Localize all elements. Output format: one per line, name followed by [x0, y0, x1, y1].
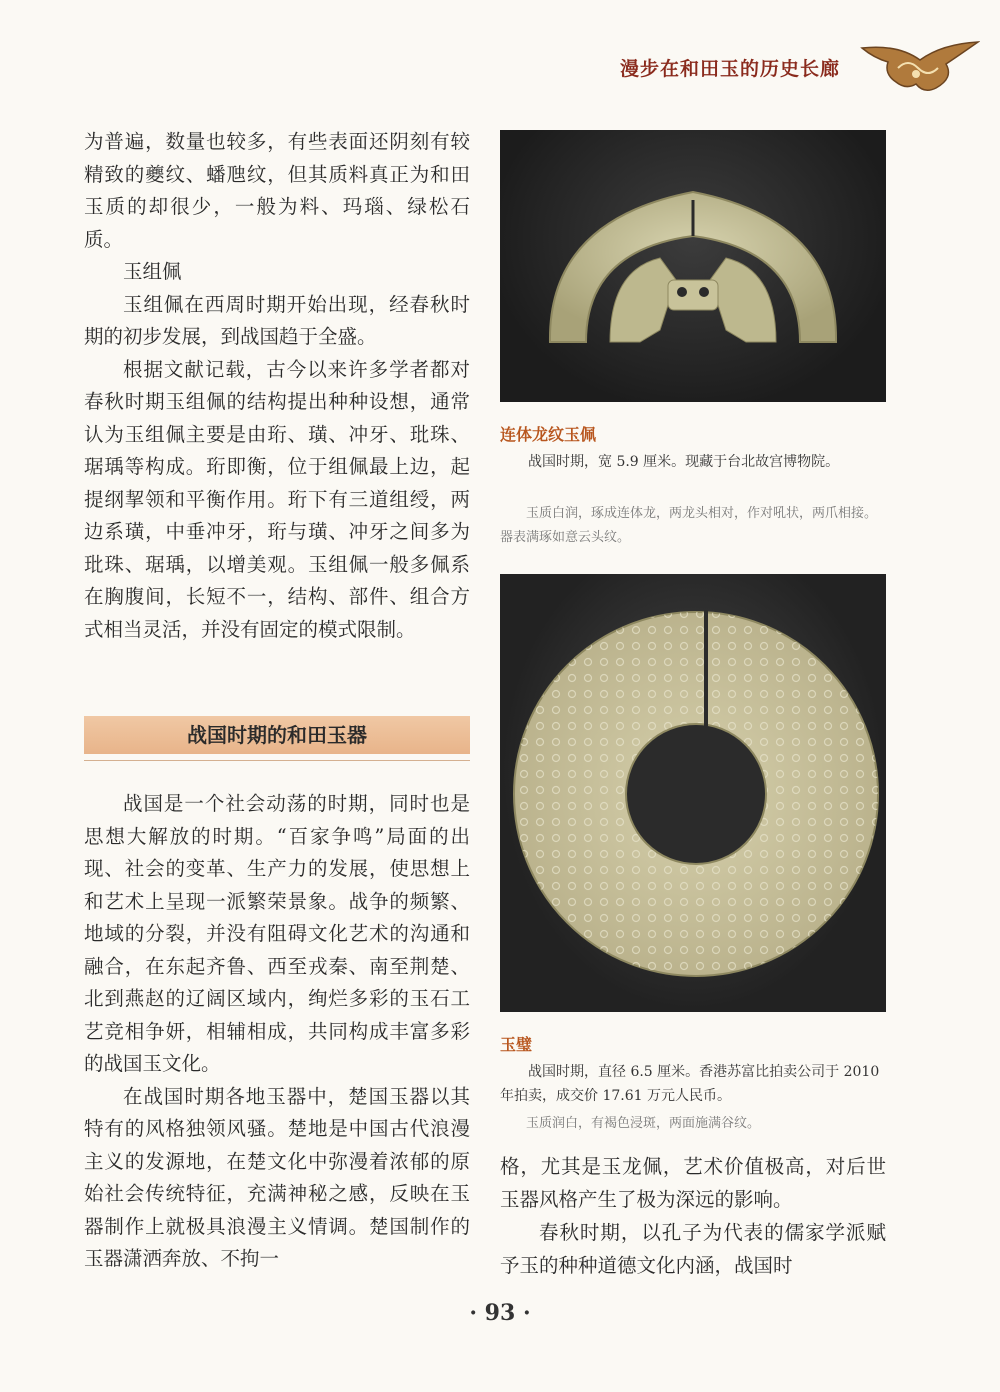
figure-caption: 战国时期，宽 5.9 厘米。现藏于台北故宫博物院。 — [528, 454, 840, 470]
jade-bi-disc-image — [500, 574, 886, 1012]
figure-caption: 战国时期，直径 6.5 厘米。香港苏富比拍卖公司于 2010 年拍卖，成交价 17.61 万元人民币。 — [500, 1064, 880, 1104]
page-number: · 93 · — [469, 1300, 531, 1326]
section-divider — [84, 760, 470, 761]
cloud-ornament-icon — [858, 38, 980, 94]
figure-description: 玉质白润，琢成连体龙，两龙头相对，作对吼状，两爪相接。器表满琢如意云头纹。 — [500, 506, 878, 545]
paragraph: 玉组佩在西周时期开始出现，经春秋时期的初步发展，到战国趋于全盛。 — [84, 292, 470, 348]
left-column-lower — [84, 788, 470, 1276]
paragraph: 根据文献记载，古今以来许多学者都对春秋时期玉组佩的结构提出种种设想，通常认为玉组佩主要是由珩、璜、冲牙、玭珠、琚瑀等构成。珩即衡，位于组佩最上边，起提纲挈领和平衡作用。珩下有三道组绶，两边系璜，中垂冲牙，珩与璜、冲牙之间多为玭珠、琚瑀，以增美观。玉组佩一般多佩系在胸腹间，长短不一，结构、部件、组合方式相当灵活，并没有固定的模式限制。 — [84, 357, 470, 641]
figure-title: 玉璧 — [500, 1035, 533, 1054]
left-column-upper — [84, 126, 470, 646]
paragraph: 在战国时期各地玉器中，楚国玉器以其特有的风格独领风骚。楚地是中国古代浪漫主义的发源地，在楚文化中弥漫着浓郁的原始社会传统特征，充满神秘之感，反映在玉器制作上就极具浪漫主义情调。楚国制作的玉器潇洒奔放、不拘一 — [84, 1084, 470, 1270]
figure-title: 连体龙纹玉佩 — [500, 425, 597, 444]
section-heading-box — [84, 716, 470, 754]
paragraph: 春秋时期，以孔子为代表的儒家学派赋予玉的种种道德文化内涵，战国时 — [500, 1221, 886, 1277]
paragraph: 为普遍，数量也较多，有些表面还阴刻有较精致的夔纹、蟠虺纹，但其质料真正为和田玉质的却很少，一般为料、玛瑙、绿松石质。 — [84, 130, 470, 251]
running-header-title: 漫步在和田玉的历史长廊 — [620, 58, 841, 80]
section-heading: 战国时期的和田玉器 — [187, 723, 367, 747]
dragon-pendant-photo — [500, 130, 886, 402]
jade-dragon-pendant-image — [500, 130, 886, 402]
figure-description: 玉质润白，有褐色浸斑，两面施满谷纹。 — [526, 1116, 761, 1131]
paragraph: 格，尤其是玉龙佩，艺术价值极高，对后世玉器风格产生了极为深远的影响。 — [500, 1155, 886, 1211]
right-column — [500, 1150, 886, 1282]
paragraph: 战国是一个社会动荡的时期，同时也是思想大解放的时期。“百家争鸣”局面的出现、社会的变革、生产力的发展，使思想上和艺术上呈现一派繁荣景象。战争的频繁、地域的分裂，并没有阻碍文化艺术的沟通和融合，在东起齐鲁、西至戎秦、南至荆楚、北到燕赵的辽阔区域内，绚烂多彩的玉石工艺竞相争妍，相辅相成，共同构成丰富多彩的战国玉文化。 — [84, 792, 470, 1075]
subheading: 玉组佩 — [123, 260, 182, 283]
jade-bi-disc-photo — [500, 574, 886, 1012]
